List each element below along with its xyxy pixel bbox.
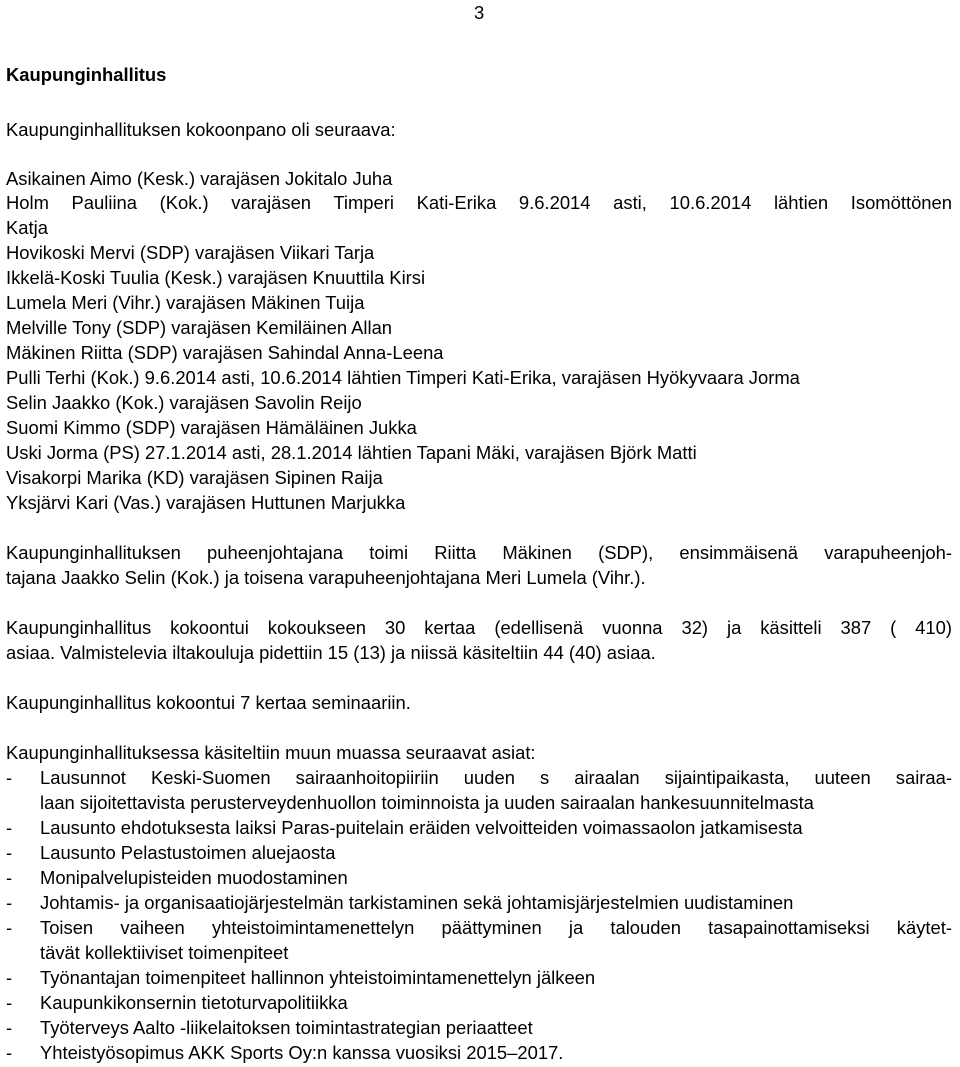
bullet-dash: - (6, 817, 13, 838)
list-item-text: Lausunto Pelastustoimen aluejaosta (40, 842, 336, 863)
member-line: Yksjärvi Kari (Vas.) varajäsen Huttunen Marjukka (6, 492, 406, 513)
paragraph-line: tajana Jaakko Selin (Kok.) ja toisena varapuheenjohtajana Meri Lumela (Vihr.). (6, 567, 646, 588)
bullet-dash: - (6, 1017, 13, 1038)
list-item-text: Työterveys Aalto -liikelaitoksen toimintastrategian periaatteet (40, 1017, 533, 1038)
member-line: Pulli Terhi (Kok.) 9.6.2014 asti, 10.6.2014 lähtien Timperi Kati-Erika, varajäsen Hyökyvaara Jorma (6, 367, 800, 388)
bullet-dash: - (6, 967, 13, 988)
topics-intro: Kaupunginhallituksessa käsiteltiin muun muassa seuraavat asiat: (6, 742, 536, 763)
paragraph-line: Kaupunginhallituksen puheenjohtajana toimi Riitta Mäkinen (SDP), ensimmäisenä varapuheenjoh- (6, 542, 952, 563)
list-item-text: laan sijoitettavista perusterveydenhuollon toiminnoista ja uuden sairaalan hankesuunnitelmasta (40, 792, 814, 813)
list-item-text: Johtamis- ja organisaatiojärjestelmän tarkistaminen sekä johtamisjärjestelmien uudistaminen (40, 892, 794, 913)
member-line: Selin Jaakko (Kok.) varajäsen Savolin Reijo (6, 392, 362, 413)
paragraph-line: asiaa. Valmistelevia iltakouluja pidettiin 15 (13) ja niissä käsiteltiin 44 (40) asiaa. (6, 642, 656, 663)
bullet-dash: - (6, 767, 13, 788)
list-item-text: Monipalvelupisteiden muodostaminen (40, 867, 348, 888)
member-line: Katja (6, 217, 48, 238)
member-line: Melville Tony (SDP) varajäsen Kemiläinen Allan (6, 317, 393, 338)
list-item-text: tävät kollektiiviset toimenpiteet (40, 942, 289, 963)
bullet-dash: - (6, 842, 13, 863)
list-item-text: Kaupunkikonsernin tietoturvapolitiikka (40, 992, 348, 1013)
member-line: Visakorpi Marika (KD) varajäsen Sipinen Raija (6, 467, 383, 488)
list-item-text: Toisen vaiheen yhteistoimintamenettelyn päättyminen ja talouden tasapainottamiseksi käytet- (40, 917, 952, 938)
list-item-text: Työnantajan toimenpiteet hallinnon yhteistoimintamenettelyn jälkeen (40, 967, 596, 988)
member-line: Ikkelä-Koski Tuulia (Kesk.) varajäsen Knuuttila Kirsi (6, 267, 426, 288)
member-line: Suomi Kimmo (SDP) varajäsen Hämäläinen Jukka (6, 417, 417, 438)
member-line: Hovikoski Mervi (SDP) varajäsen Viikari Tarja (6, 242, 375, 263)
member-line: Uski Jorma (PS) 27.1.2014 asti, 28.1.2014 lähtien Tapani Mäki, varajäsen Björk Matti (6, 442, 697, 463)
paragraph-line: Kaupunginhallitus kokoontui kokoukseen 30 kertaa (edellisenä vuonna 32) ja käsitteli 387 ( 410) (6, 617, 952, 638)
bullet-dash: - (6, 867, 13, 888)
bullet-dash: - (6, 992, 13, 1013)
bullet-dash: - (6, 892, 13, 913)
bullet-dash: - (6, 917, 13, 938)
list-item-text: Yhteistyösopimus AKK Sports Oy:n kanssa vuosiksi 2015–2017. (40, 1042, 564, 1063)
bullet-dash: - (6, 1042, 13, 1063)
composition-intro: Kaupunginhallituksen kokoonpano oli seuraava: (6, 119, 396, 140)
list-item-text: Lausunto ehdotuksesta laiksi Paras-puitelain eräiden velvoitteiden voimassaolon jatkamisesta (40, 817, 803, 838)
member-line: Lumela Meri (Vihr.) varajäsen Mäkinen Tuija (6, 292, 365, 313)
page-number: 3 (474, 2, 485, 23)
member-line: Mäkinen Riitta (SDP) varajäsen Sahindal Anna-Leena (6, 342, 444, 363)
member-line: Asikainen Aimo (Kesk.) varajäsen Jokitalo Juha (6, 168, 393, 189)
member-line: Holm Pauliina (Kok.) varajäsen Timperi Kati-Erika 9.6.2014 asti, 10.6.2014 lähtien Isomöttönen (6, 192, 952, 213)
seminars-paragraph: Kaupunginhallitus kokoontui 7 kertaa seminaariin. (6, 692, 411, 713)
section-heading: Kaupunginhallitus (6, 64, 167, 85)
list-item-text: Lausunnot Keski-Suomen sairaanhoitopiiriin uuden s airaalan sijaintipaikasta, uuteen sairaa- (40, 767, 952, 788)
